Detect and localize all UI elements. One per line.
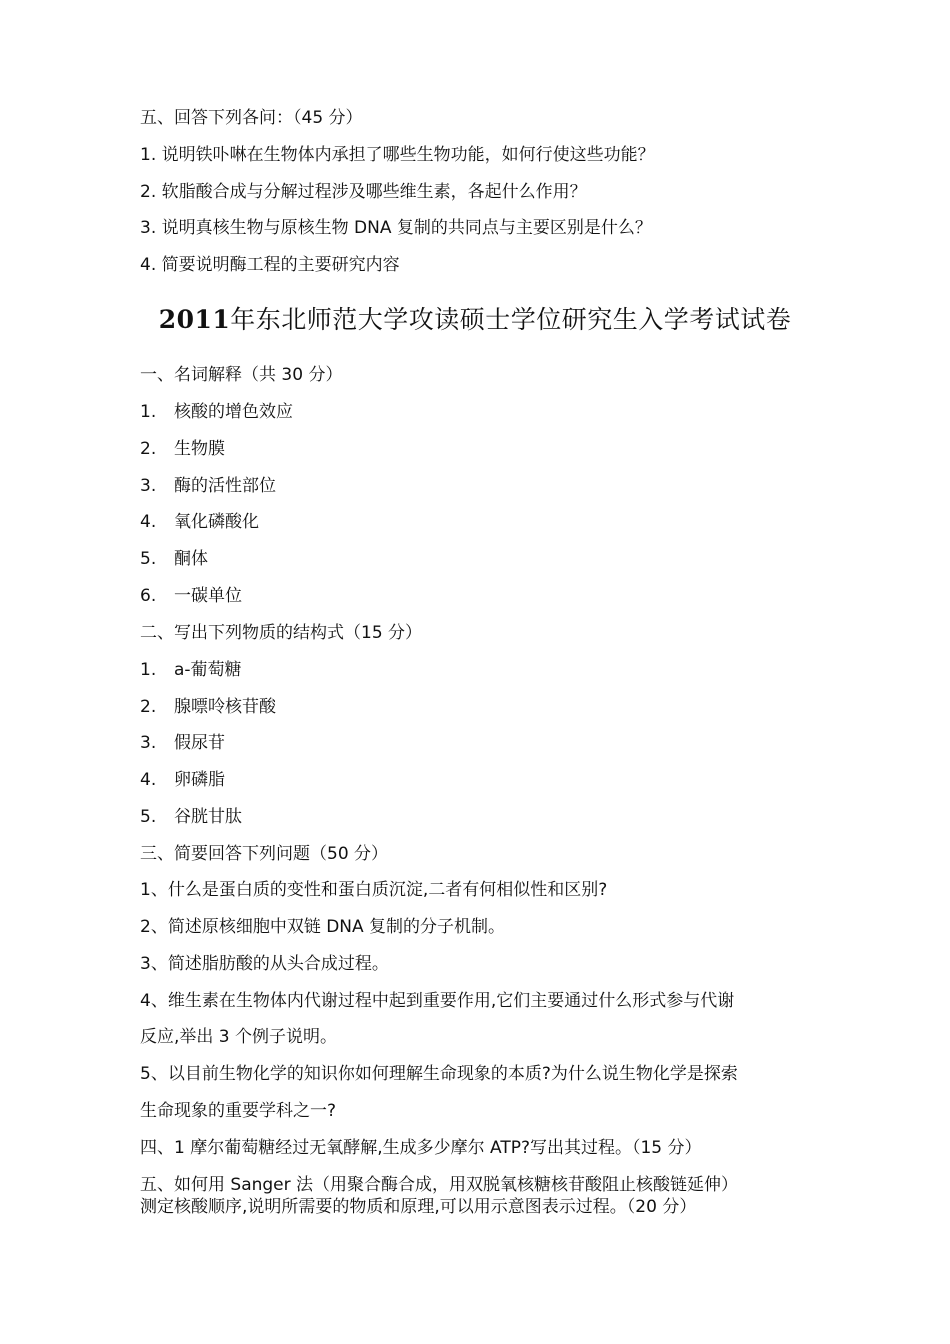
part3-line: 5、以目前生物化学的知识你如何理解生命现象的本质?为什么说生物化学是探索 (140, 1064, 738, 1084)
exam-title (0, 303, 950, 337)
part5-line: 五、如何用 Sanger 法（用聚合酶合成，用双脱氧核糖核苷酸阻止核酸链延伸） (140, 1175, 739, 1195)
part3-line: 反应,举出 3 个例子说明。 (140, 1027, 338, 1047)
part1-heading: 一、名词解释（共 30 分） (140, 365, 343, 385)
part2-heading: 二、写出下列物质的结构式（15 分） (140, 623, 423, 643)
part2-item: 5. 谷胱甘肽 (140, 807, 242, 827)
prev-section-heading: 五、回答下列各问：（45 分） (140, 108, 363, 128)
part2-item: 1. a-葡萄糖 (140, 660, 242, 680)
part3-line: 2、简述原核细胞中双链 DNA 复制的分子机制。 (140, 917, 506, 937)
prev-question-3: 3. 说明真核生物与原核生物 DNA 复制的共同点与主要区别是什么？ (140, 218, 652, 238)
prev-question-4: 4. 简要说明酶工程的主要研究内容 (140, 255, 400, 275)
prev-question-1: 1. 说明铁卟啉在生物体内承担了哪些生物功能，如何行使这些功能？ (140, 145, 655, 165)
part4-line: 四、1 摩尔葡萄糖经过无氧酵解,生成多少摩尔 ATP?写出其过程。（15 分） (140, 1138, 702, 1158)
part1-item: 3. 酶的活性部位 (140, 476, 276, 496)
part1-item: 1. 核酸的增色效应 (140, 402, 293, 422)
prev-question-2: 2. 软脂酸合成与分解过程涉及哪些维生素，各起什么作用？ (140, 182, 587, 202)
part3-heading: 三、简要回答下列问题（50 分） (140, 844, 389, 864)
part5-line: 测定核酸顺序,说明所需要的物质和原理,可以用示意图表示过程。（20 分） (140, 1197, 697, 1217)
exam-title-text: 年东北师范大学攻读硕士学位研究生入学考试试卷 (230, 305, 792, 334)
part1-item: 6. 一碳单位 (140, 586, 242, 606)
part1-item: 4. 氧化磷酸化 (140, 512, 259, 532)
part1-item: 5. 酮体 (140, 549, 208, 569)
part3-line: 1、什么是蛋白质的变性和蛋白质沉淀,二者有何相似性和区别? (140, 880, 608, 900)
exam-year: 2011 (158, 305, 231, 334)
part2-item: 3. 假尿苷 (140, 733, 225, 753)
part3-line: 4、维生素在生物体内代谢过程中起到重要作用,它们主要通过什么形式参与代谢 (140, 991, 735, 1011)
part3-line: 生命现象的重要学科之一? (140, 1101, 337, 1121)
part1-item: 2. 生物膜 (140, 439, 225, 459)
part2-item: 2. 腺嘌呤核苷酸 (140, 697, 276, 717)
part3-line: 3、简述脂肪酸的从头合成过程。 (140, 954, 389, 974)
part2-item: 4. 卵磷脂 (140, 770, 225, 790)
